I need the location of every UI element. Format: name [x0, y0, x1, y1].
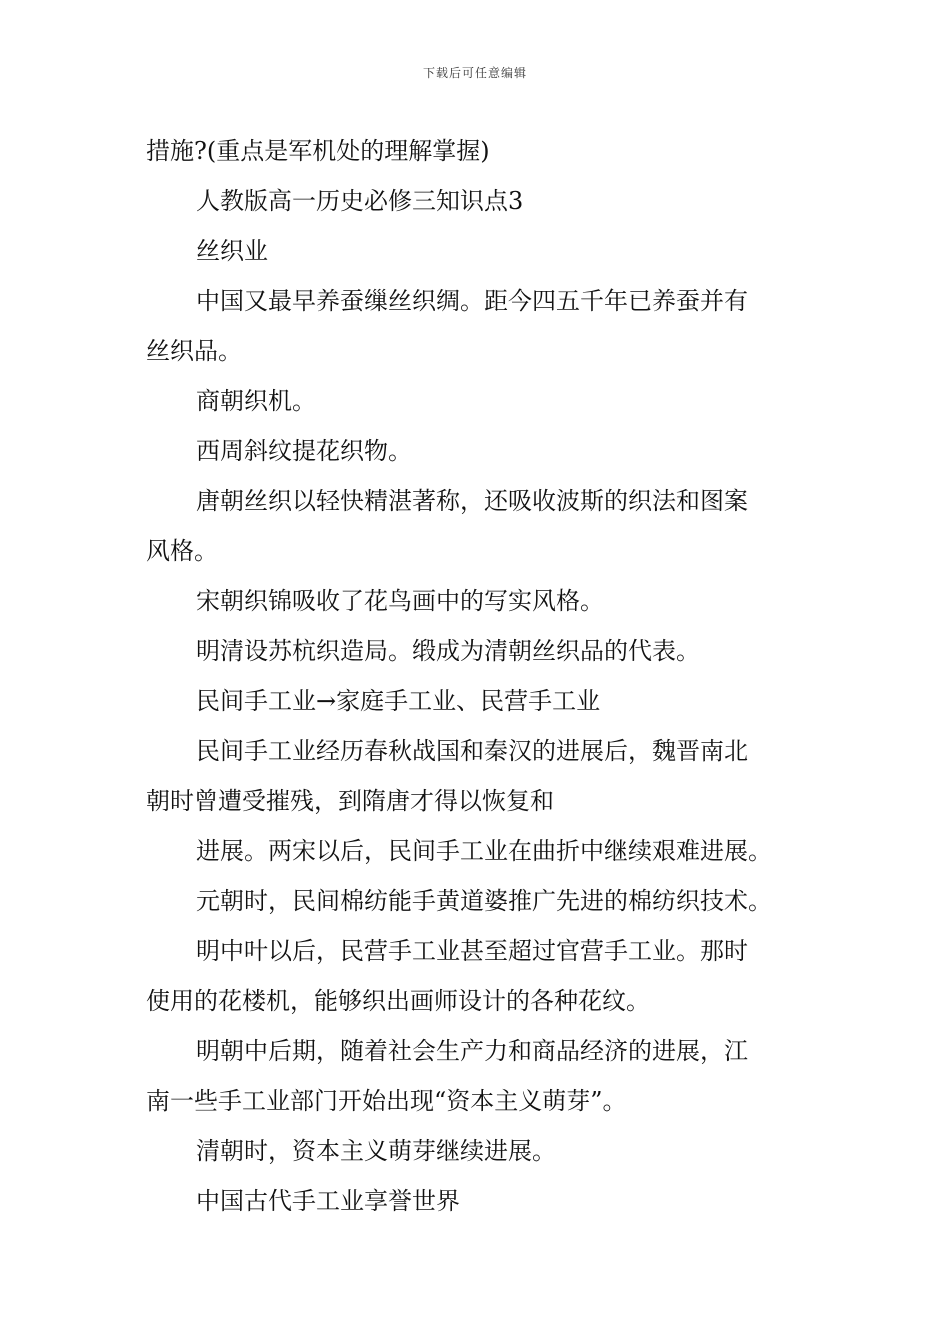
text-line: 朝时曾遭受摧残，到隋唐才得以恢复和	[146, 787, 554, 815]
text-line: 措施?(重点是军机处的理解掌握)	[146, 137, 490, 165]
text-line: 中国古代手工业享誉世界	[196, 1187, 460, 1215]
text-line: 商朝织机。	[196, 387, 316, 415]
text-line: 宋朝织锦吸收了花鸟画中的写实风格。	[196, 587, 604, 615]
text-line: 西周斜纹提花织物。	[196, 437, 412, 465]
text-line: 民间手工业经历春秋战国和秦汉的进展后，魏晋南北	[196, 737, 748, 765]
text-line: 丝织品。	[146, 337, 242, 365]
text-line: 明朝中后期，随着社会生产力和商品经济的进展，江	[196, 1037, 748, 1065]
text-line: 人教版高一历史必修三知识点3	[196, 187, 524, 215]
text-line: 南一些手工业部门开始出现“资本主义萌芽”。	[146, 1087, 627, 1115]
text-line: 明清设苏杭织造局。缎成为清朝丝织品的代表。	[196, 637, 700, 665]
text-line: 唐朝丝织以轻快精湛著称，还吸收波斯的织法和图案	[196, 487, 748, 515]
text-line: 风格。	[146, 537, 218, 565]
text-line: 进展。两宋以后，民间手工业在曲折中继续艰难进展。	[196, 837, 772, 865]
text-line: 中国又最早养蚕缫丝织绸。距今四五千年已养蚕并有	[196, 287, 748, 315]
text-line: 元朝时，民间棉纺能手黄道婆推广先进的棉纺织技术。	[196, 887, 772, 915]
text-line: 清朝时，资本主义萌芽继续进展。	[196, 1137, 556, 1165]
text-line: 使用的花楼机，能够织出画师设计的各种花纹。	[146, 987, 650, 1015]
document-body	[146, 126, 808, 1226]
text-line: 明中叶以后，民营手工业甚至超过官营手工业。那时	[196, 937, 748, 965]
page-header: 下载后可任意编辑	[422, 66, 527, 80]
text-line: 民间手工业→家庭手工业、民营手工业	[196, 687, 601, 715]
text-line: 丝织业	[196, 237, 268, 265]
